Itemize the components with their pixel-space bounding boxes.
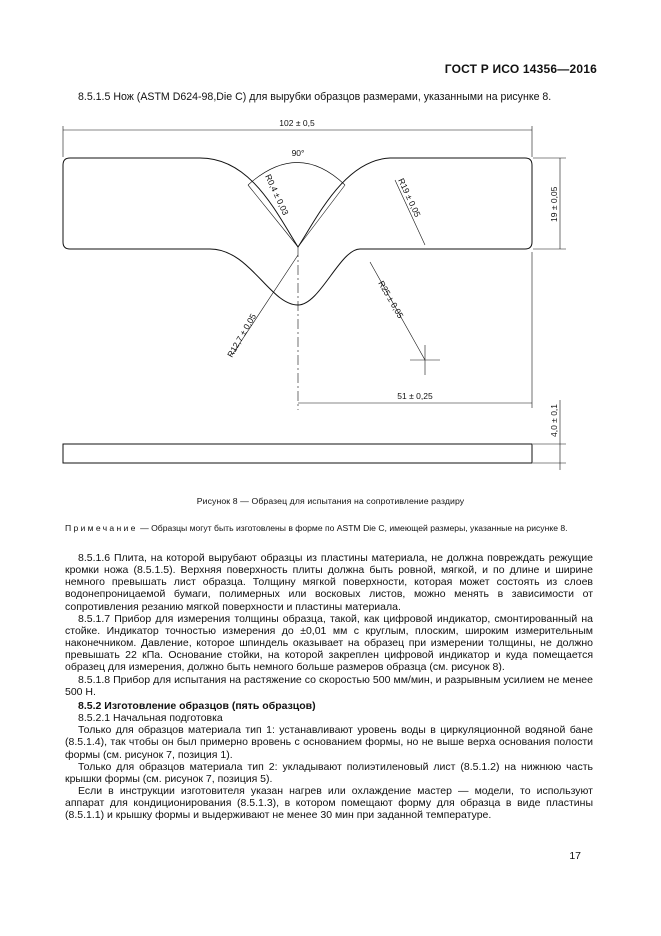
dim-angle: 90° [291,148,305,158]
specimen-side-view [63,444,532,463]
dim-upper-radius: R19 ± 0,05 [396,176,423,219]
standard-header: ГОСТ Р ИСО 14356—2016 [444,62,597,76]
note-text: — Образцы могут быть изготовлены в форме по ASTM Die C, имеющей размеры, указанные на рисунке 8. [137,523,568,533]
specimen-outline [63,158,532,305]
dim-height: 19 ± 0,05 [549,186,559,222]
dim-tip-radius: R0,4 ± 0,03 [263,172,291,217]
paragraph: Только для образцов материала тип 2: укладывают полиэтиленовый лист (8.5.1.2) на нижнюю часть крышки формы (см. рисунок 7, позиция 5). [65,760,593,785]
paragraph: 8.5.1.6 Плита, на которой вырубают образцы из пластины материала, не должна повреждать режущие кромки ножа (8.5.1.5). Верхняя поверхность плиты должна быть ровной, мягкой, и по длине и ширине немного превышать лист образца. Толщину мягкой поверхности, которая может состоять из слоев водонепроницаемой бумаги, полимерных или восковых листов, можно менять в зависимости от сопротивления резанию мягкой поверхности и пластины материала. [65,552,593,613]
section-heading: 8.5.2 Изготовление образцов (пять образцов) [78,699,316,712]
dim-thickness: 4,0 ± 0,1 [549,403,559,437]
paragraph: Если в инструкции изготовителя указан нагрев или охлаждение мастер — модели, то используют аппарат для кондиционирования (8.5.1.3), в котором помещают форму для образца в виде пластины (8.5.1.1) и крышку формы и выдерживают не менее 30 мин при заданной температуре. [65,784,593,822]
dim-bottom-radius: R12,7 ± 0,05 [225,311,259,359]
intro-paragraph: 8.5.1.5 Нож (ASTM D624-98,Die C) для вырубки образцов размерами, указанными на рисунке 8. [78,91,552,103]
dim-total-length: 102 ± 0,5 [279,118,315,128]
paragraph: Только для образцов материала тип 1: устанавливают уровень воды в циркуляционной водяной бане (8.5.1.4), так чтобы он был примерно вровень с основанием формы, но не выше верха основания полости формы (см. рисунок 7, позиция 1). [65,724,593,761]
note-label: Примечание [65,523,138,533]
dim-lower-radius: R25 ± 0,05 [376,279,406,320]
paragraph: 8.5.1.8 Прибор для испытания на растяжение со скоростью 500 мм/мин, и разрывным усилием не менее 500 Н. [65,673,593,698]
page-number: 17 [569,850,581,862]
figure-note [65,522,593,535]
paragraph: 8.5.1.7 Прибор для измерения толщины образца, такой, как цифровой индикатор, смонтированный на стойке. Индикатор точностью измерения до ±0,01 мм с круглым, плоским, широким измерительным наконечником. Давление, которое шпиндель оказывает на образец при измерении толщины, не должно превышать 22 кПа. Основание стойки, на которой закреплен цифровой индикатор и куда помещается образец для измерения, должно быть немного больше размеров образца (см. рисунок 8). [65,612,593,674]
paragraph: 8.5.2.1 Начальная подготовка [78,712,223,725]
body-text [65,552,593,821]
dim-half-length: 51 ± 0,25 [397,391,433,401]
figure-caption: Рисунок 8 — Образец для испытания на сопротивление раздиру [196,496,465,506]
